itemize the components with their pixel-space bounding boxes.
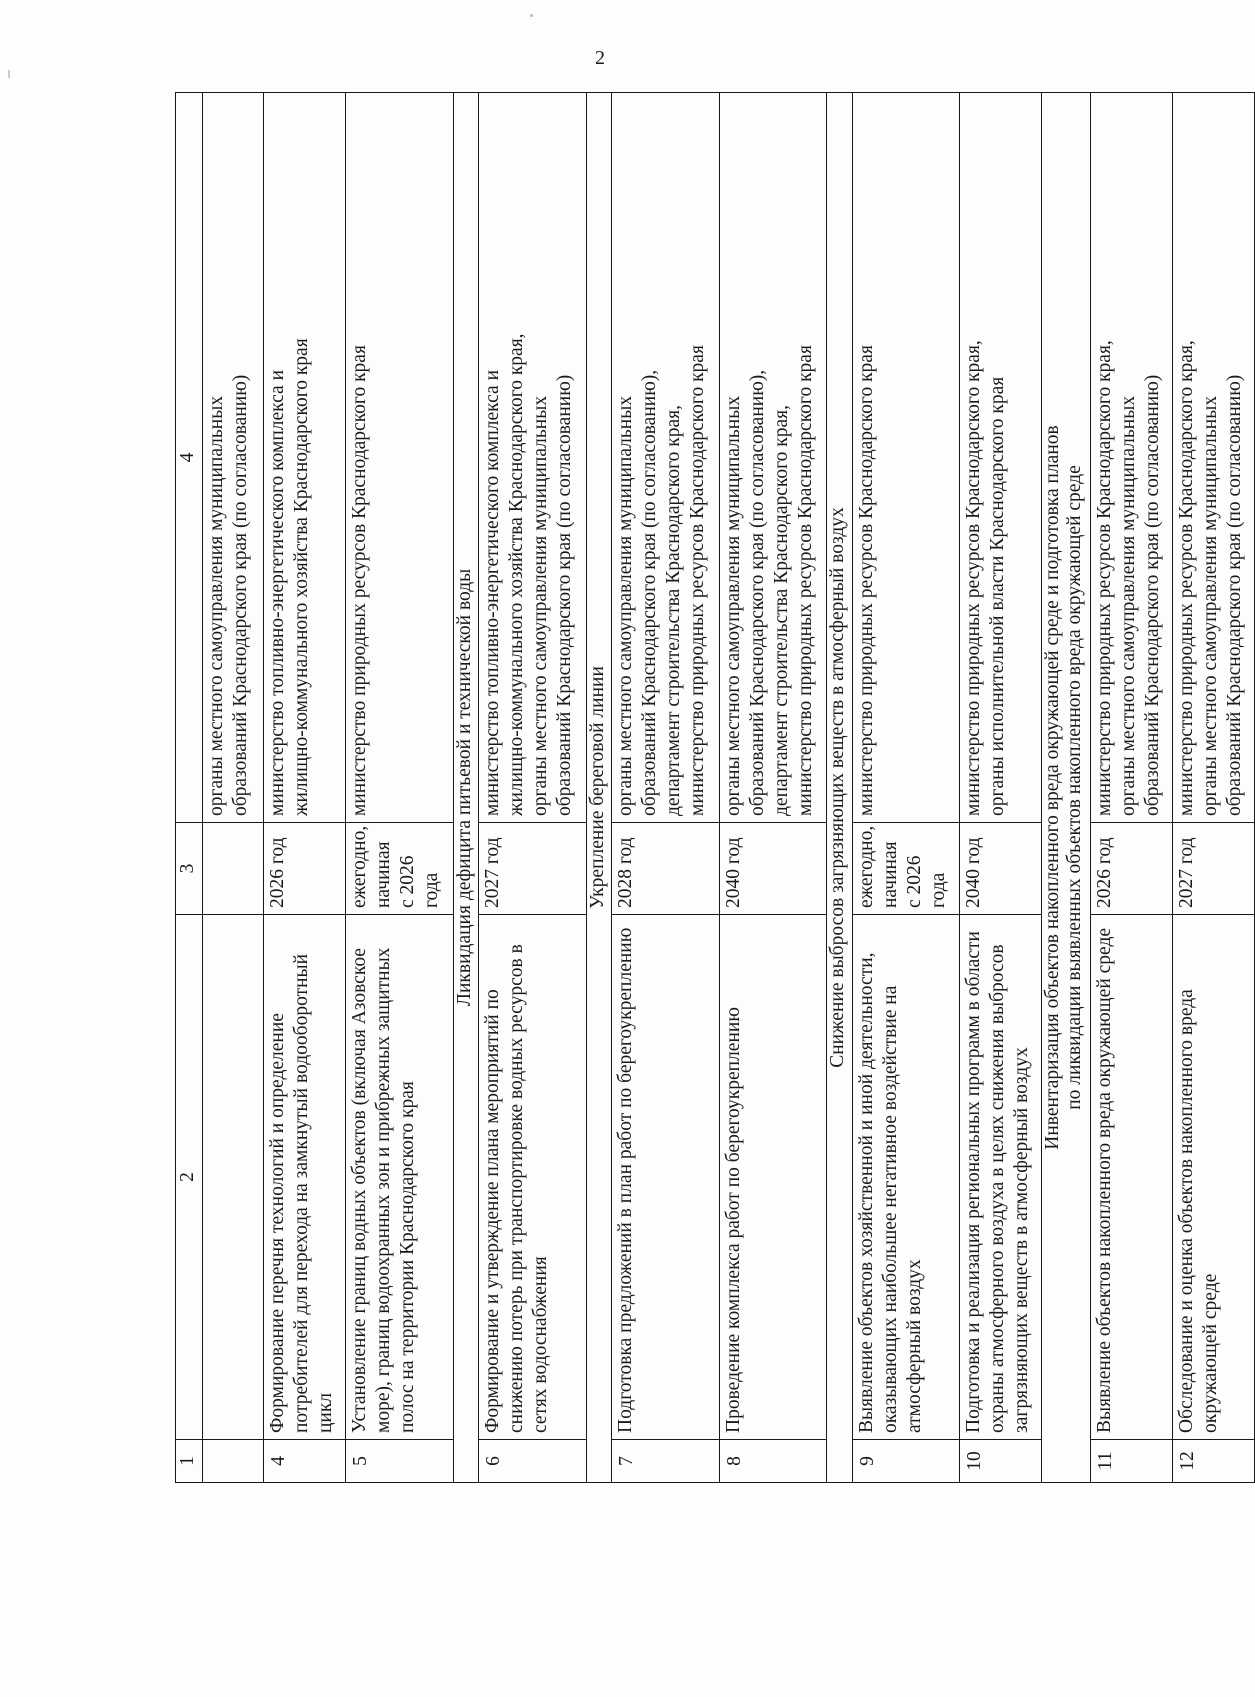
- executor-line: органы местного самоуправления муниципальных: [1199, 395, 1221, 816]
- section-title-line: Укрепление береговой линии: [586, 666, 608, 909]
- responsible-executors: [719, 93, 826, 823]
- section-title-line: Ликвидация дефицита питьевой и технической воды: [453, 568, 475, 1007]
- executor-line: департамент строительства Краснодарского края,: [770, 405, 792, 816]
- deadline: ежегодно, начиная с 2026 года: [852, 823, 959, 915]
- responsible-executors: [612, 93, 719, 823]
- executor-line: министерство природных ресурсов Краснодарского края,: [1094, 340, 1116, 816]
- section-row: [827, 93, 853, 1483]
- executor-line: органы местного самоуправления муниципальных: [722, 395, 744, 816]
- deadline: 2027 год: [479, 823, 586, 915]
- section-title: [586, 93, 612, 1483]
- executor-line: органы местного самоуправления муниципальных: [1118, 395, 1140, 816]
- header-col-2: 2: [176, 915, 203, 1440]
- executor-line: образований Краснодарского края (по согласованию): [229, 374, 251, 816]
- section-title-line: Снижение выбросов загрязняющих веществ в атмосферный воздух: [827, 507, 849, 1068]
- executor-line: образований Краснодарского края (по согласованию): [554, 374, 576, 816]
- task-description: Выявление объектов хозяйственной и иной деятельности, оказывающих наибольшее негативное воздействие на атмосферный воздух: [852, 915, 959, 1440]
- executor-line: образований Краснодарского края (по согласованию),: [639, 369, 661, 816]
- item-number: 10: [960, 1440, 1042, 1483]
- task-description: Формирование и утверждение плана мероприятий по снижению потерь при транспортировке водных ресурсов в сетях водоснабжения: [479, 915, 586, 1440]
- responsible-executors: [1091, 93, 1173, 823]
- item-number: 4: [264, 1440, 346, 1483]
- responsible-executors: [479, 93, 586, 823]
- header-col-4: 4: [176, 93, 203, 823]
- deadline: 2040 год: [719, 823, 826, 915]
- task-description: Подготовка и реализация региональных программ в области охраны атмосферного воздуха в целях снижения выбросов загрязняющих веществ в атмосферный воздух: [960, 915, 1042, 1440]
- responsible-executors: [852, 93, 959, 823]
- executor-line: департамент строительства Краснодарского края,: [663, 405, 685, 816]
- table-row: [1172, 93, 1254, 1483]
- executor-line: министерство природных ресурсов Краснодарского края,: [1175, 340, 1197, 816]
- section-row: [453, 93, 479, 1483]
- rotated-table-container: [175, 93, 1255, 1483]
- deadline: 2027 год: [1172, 823, 1254, 915]
- table-row: [852, 93, 959, 1483]
- executor-line: образований Краснодарского края (по согласованию): [1142, 374, 1164, 816]
- section-title: [453, 93, 479, 1483]
- executor-line: министерство природных ресурсов Краснодарского края,: [963, 340, 985, 816]
- executor-line: министерство природных ресурсов Краснодарского края: [687, 345, 709, 816]
- responsible-executors: [346, 93, 453, 823]
- executor-line: министерство топливно-энергетического комплекса и: [482, 369, 504, 816]
- item-number: 6: [479, 1440, 586, 1483]
- deadline: 2026 год: [1091, 823, 1173, 915]
- table-row: [719, 93, 826, 1483]
- item-number: 7: [612, 1440, 719, 1483]
- deadline: 2040 год: [960, 823, 1042, 915]
- page-number: 2: [595, 47, 605, 69]
- responsible-executors: [960, 93, 1042, 823]
- table-row: [612, 93, 719, 1483]
- item-number: [202, 1440, 264, 1483]
- executor-line: органы местного самоуправления муниципальных: [530, 395, 552, 816]
- scan-artifact-edge: [8, 70, 10, 78]
- task-description: Проведение комплекса работ по берегоукреплению: [719, 915, 826, 1440]
- header-col-3: 3: [176, 823, 203, 915]
- action-plan-table: [175, 92, 1255, 1483]
- task-description: Установление границ водных объектов (включая Азовское море), границ водоохранных зон и прибрежных защитных полос на территории Краснодарского края: [346, 915, 453, 1440]
- table-row: [346, 93, 453, 1483]
- executor-line: образований Краснодарского края (по согласованию),: [746, 369, 768, 816]
- task-description: [202, 915, 264, 1440]
- deadline: 2028 год: [612, 823, 719, 915]
- section-title-line: по ликвидации выявленных объектов накопленного вреда окружающей среде: [1064, 465, 1086, 1110]
- header-col-1: 1: [176, 1440, 203, 1483]
- executor-line: жилищно-коммунального хозяйства Краснодарского края: [291, 338, 313, 816]
- responsible-executors: [202, 93, 264, 823]
- table-body: [176, 93, 1255, 1483]
- task-description: Подготовка предложений в план работ по берегоукреплению: [612, 915, 719, 1440]
- responsible-executors: [1172, 93, 1254, 823]
- task-description: Выявление объектов накопленного вреда окружающей среде: [1091, 915, 1173, 1440]
- item-number: 9: [852, 1440, 959, 1483]
- section-row: [586, 93, 612, 1483]
- section-title: [1042, 93, 1091, 1483]
- scan-artifact-dot: [530, 14, 533, 17]
- executor-line: органы исполнительной власти Краснодарского края: [987, 376, 1009, 816]
- header-row: [176, 93, 203, 1483]
- table-row: [264, 93, 346, 1483]
- task-description: Формирование перечня технологий и определение потребителей для перехода на замкнутый водооборотный цикл: [264, 915, 346, 1440]
- task-description: Обследование и оценка объектов накопленного вреда окружающей среде: [1172, 915, 1254, 1440]
- responsible-executors: [264, 93, 346, 823]
- item-number: 5: [346, 1440, 453, 1483]
- executor-line: жилищно-коммунального хозяйства Краснодарского края,: [506, 333, 528, 816]
- item-number: 11: [1091, 1440, 1173, 1483]
- table-row: [960, 93, 1042, 1483]
- executor-line: министерство природных ресурсов Краснодарского края: [349, 345, 371, 816]
- executor-line: органы местного самоуправления муниципальных: [615, 395, 637, 816]
- deadline: [202, 823, 264, 915]
- executor-line: министерство топливно-энергетического комплекса и: [267, 369, 289, 816]
- section-title-line: Инвентаризация объектов накопленного вреда окружающей среде и подготовка планов: [1042, 425, 1064, 1150]
- executor-line: образований Краснодарского края (по согласованию): [1223, 374, 1245, 816]
- item-number: 12: [1172, 1440, 1254, 1483]
- table-row: [479, 93, 586, 1483]
- executor-line: органы местного самоуправления муниципальных: [205, 395, 227, 816]
- deadline: ежегодно, начиная с 2026 года: [346, 823, 453, 915]
- deadline: 2026 год: [264, 823, 346, 915]
- table-row: [202, 93, 264, 1483]
- item-number: 8: [719, 1440, 826, 1483]
- executor-line: министерство природных ресурсов Краснодарского края: [794, 345, 816, 816]
- table-row: [1091, 93, 1173, 1483]
- section-row: [1042, 93, 1091, 1483]
- executor-line: министерство природных ресурсов Краснодарского края: [855, 345, 877, 816]
- section-title: [827, 93, 853, 1483]
